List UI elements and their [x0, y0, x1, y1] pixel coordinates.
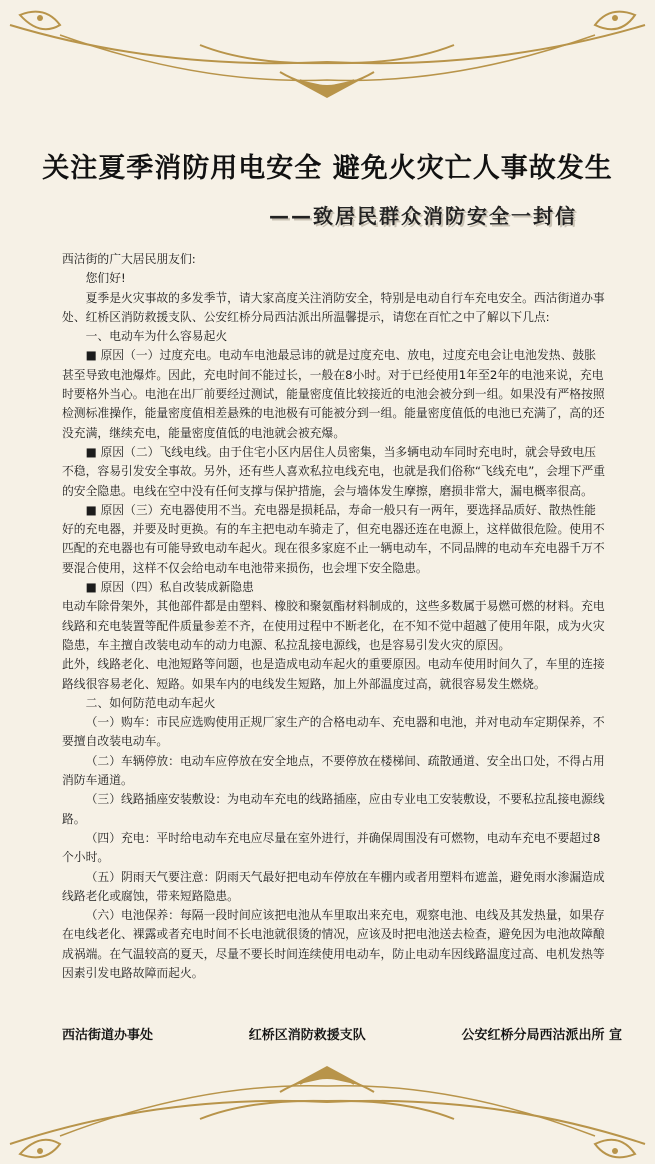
reason-2-paragraph: ■ 原因（二）飞线电线。由于住宅小区内居住人员密集，当多辆电动车同时充电时，就会导致电压不稳，容易引发安全事故。另外，还有些人喜欢私拉电线充电，也就是我们俗称“飞线充电”，会埋下严重的安全隐患。电线在空中没有任何支撑与保护措施，会与墙体发生摩擦，磨损非常大，漏电概率很高。 [62, 444, 606, 498]
reason-1-paragraph: ■ 原因（一）过度充电。电动车电池最忌讳的就是过度充电、放电，过度充电会让电池发热、鼓胀甚至导致电池爆炸。因此，充电时间不能过长，一般在8小时。对于已经使用1年至2年的电池来说，充电时要格外当心。电池在出厂前要经过测试，能量密度值比较接近的电池会被分到一组。如果没有严格按照检测标准操作，能量密度值相差悬殊的电池极有可能被分到一组。能量密度值低的电池已充满了，高的还没充满，继续充电，能量密度值低的电池就会被充爆。 [62, 348, 605, 440]
reason-4-paragraph: 电动车除骨架外，其他部件都是由塑料、橡胶和聚氨酯材料制成的，这些多数属于易燃可燃的材料。充电线路和充电装置等配件质量参差不齐，在使用过程中不断老化，在不知不觉中超越了使用年限，成为火灾隐患，车主擅自改装电动车的动力电源、私拉乱接电源线，也是容易引发火灾的原因。 [62, 599, 605, 652]
tip-5-paragraph: （五）阴雨天气要注意：阴雨天气最好把电动车停放在车棚内或者用塑料布遮盖，避免雨水渗漏造成线路老化或腐蚀，带来短路隐患。 [62, 869, 605, 903]
signature-org-2: 红桥区消防救援支队 [248, 1028, 366, 1043]
tip-2-paragraph: （二）车辆停放：电动车应停放在安全地点，不要停放在楼梯间、疏散通道、安全出口处，不得占用消防车通道。 [62, 753, 605, 788]
section-heading-1: 一、电动车为什么容易起火 [85, 329, 228, 344]
tip-6-paragraph: （六）电池保养：每隔一段时间应该把电池从车里取出来充电，观察电池、电线及其发热量，如果存在电线老化、裸露或者充电时间不长电池就很烫的情况，应该及时把电池送去检查，避免因为电池故障酿成祸端。在气温较高的夏天，尽量不要长时间连续使用电动车，防止电动车因线路温度过高、电机发热等因素引发电路故障而起火。 [62, 908, 605, 980]
signature-org-1: 西沽街道办事处 [62, 1028, 154, 1043]
greeting-line: 西沽街的广大居民朋友们: [62, 252, 196, 266]
page-subtitle: ——致居民群众消防安全一封信 [269, 204, 577, 228]
signature-org-3: 公安红桥分局西沽派出所 宣 [461, 1028, 622, 1043]
reason-3-paragraph: ■ 原因（三）充电器使用不当。充电器是损耗品，寿命一般只有一两年，要选择品质好、散热性能好的充电器，并要及时更换。有的车主把电动车骑走了，但充电器还连在电源上，这样做很危险。使用不匹配的充电器也有可能导致电动车起火。现在很多家庭不止一辆电动车，不同品牌的电动车充电器千万不要混合使用，这样不仅会给电动车电池带来损伤，也会埋下安全隐患。 [62, 502, 605, 575]
top-ornament-decoration [0, 0, 655, 120]
tip-4-paragraph: （四）充电：平时给电动车充电应尽量在室外进行，并确保周围没有可燃物，电动车充电不要超过8个小时。 [62, 830, 601, 865]
tip-3-paragraph: （三）线路插座安装敷设：为电动车充电的线路插座，应由专业电工安装敷设，不要私拉乱接电源线路。 [62, 792, 605, 826]
reason-4-heading: ■ 原因（四）私自改装成新隐患 [85, 580, 254, 595]
additional-paragraph: 此外，线路老化、电池短路等问题，也是造成电动车起火的重要原因。电动车使用时间久了，车里的连接路线很容易老化、短路。如果车内的电线发生短路，加上外部温度过高，就很容易发生燃烧。 [62, 657, 605, 691]
letter-body [62, 250, 606, 983]
salutation-line: 您们好! [85, 271, 126, 286]
bottom-ornament-decoration [0, 1014, 655, 1164]
page-title: 关注夏季消防用电安全 避免火灾亡人事故发生 [42, 153, 613, 184]
intro-paragraph: 夏季是火灾事故的多发季节，请大家高度关注消防安全，特别是电动自行车充电安全。西沽街道办事处、红桥区消防救援支队、公安红桥分局西沽派出所温馨提示，请您在百忙之中了解以下几点: [62, 290, 605, 324]
section-heading-2: 二、如何防范电动车起火 [85, 695, 216, 710]
tip-1-paragraph: （一）购车：市民应选购使用正规厂家生产的合格电动车、充电器和电池，并对电动车定期保养，不要擅自改装电动车。 [62, 715, 605, 749]
